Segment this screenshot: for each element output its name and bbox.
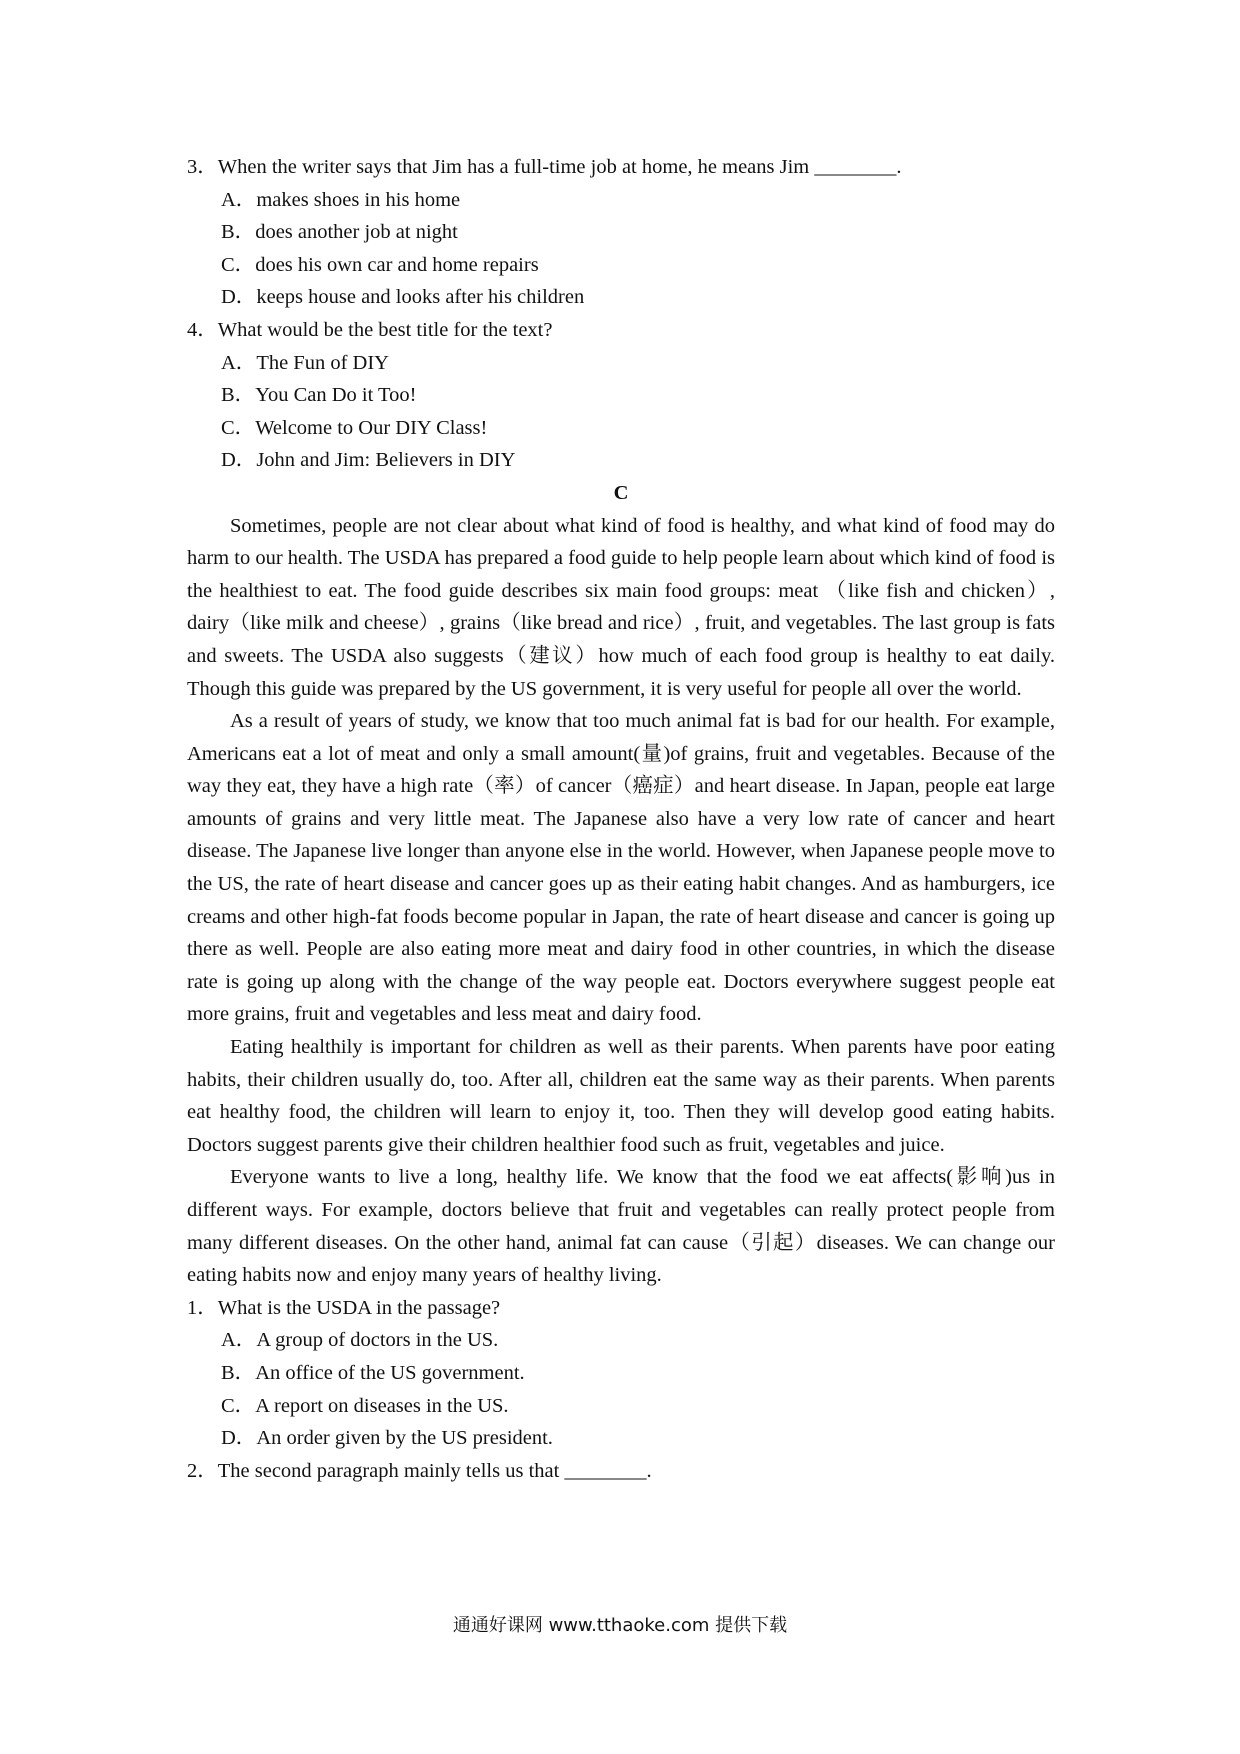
question-number: 2． <box>187 1459 218 1482</box>
question-c-1 <box>187 1292 1055 1455</box>
question-stem <box>187 1292 1055 1325</box>
option-b: B．does another job at night <box>221 221 458 244</box>
option-b: B．You Can Do it Too! <box>221 384 417 407</box>
page-content <box>187 151 1055 1487</box>
passage-paragraph-1: Sometimes, people are not clear about what kind of food is healthy, and what kind of food may do harm to our health. The USDA has prepared a food guide to help people learn about which kind of food is the healthiest to eat. The food guide describes six main food groups: meat （like fish and chicken）, dairy（like milk and cheese）, grains（like bread and rice）, fruit, and vegetables. The last group is fats and sweets. The USDA also suggests（建议）how much of each food group is healthy to eat daily. Though this guide was prepared by the US government, it is very useful for people all over the world. <box>187 514 1055 700</box>
option-a: A．makes shoes in his home <box>221 188 461 211</box>
question-number: 1． <box>187 1296 218 1319</box>
question-text: When the writer says that Jim has a full-time job at home, he means Jim ________. <box>217 156 902 178</box>
option-d: D．John and Jim: Believers in DIY <box>221 449 516 472</box>
passage-paragraph-2: As a result of years of study, we know that too much animal fat is bad for our health. For example, Americans eat a lot of meat and only a small amount(量)of grains, fruit and vegetables. Because of the way they eat, they have a high rate（率）of cancer（癌症）and heart disease. In Japan, people eat large amounts of grains and very little meat. The Japanese also have a very low rate of cancer and heart disease. The Japanese live longer than anyone else in the world. However, when Japanese people move to the US, the rate of heart disease and cancer goes up as their eating habit changes. And as hamburgers, ice creams and other high-fat foods become popular in Japan, the rate of heart disease and cancer is going up there as well. People are also eating more meat and dairy food in other countries, in which the disease rate is going up along with the change of the way people eat. Doctors everywhere suggest people eat more grains, fruit and vegetables and less meat and dairy food. <box>187 710 1055 1026</box>
passage-paragraph-3: Eating healthily is important for children as well as their parents. When parents have poor eating habits, their children usually do, too. After all, children eat the same way as their parents. When parents eat healthy food, the children will learn to enjoy it, too. Then they will develop good eating habits. Doctors suggest parents give their children healthier food such as fruit, vegetables and juice. <box>187 1036 1055 1156</box>
option-a: A．The Fun of DIY <box>221 351 389 374</box>
option-d: D．keeps house and looks after his children <box>221 286 585 309</box>
page-footer: 通通好课网 www.tthaoke.com 提供下载 <box>452 1615 788 1636</box>
question-number: 3． <box>187 156 218 178</box>
question-stem <box>187 151 1055 184</box>
question-3 <box>187 151 1055 314</box>
option-d: D．An order given by the US president. <box>221 1427 553 1450</box>
question-stem <box>187 314 1055 347</box>
passage-paragraph-4: Everyone wants to live a long, healthy life. We know that the food we eat affects(影响)us in different ways. For example, doctors believe that fruit and vegetables can really protect people from many different diseases. On the other hand, animal fat can cause（引起）diseases. We can change our eating habits now and enjoy many years of healthy living. <box>187 1166 1055 1287</box>
option-c: C．does his own car and home repairs <box>221 253 539 276</box>
question-text: What would be the best title for the text? <box>217 318 553 341</box>
question-4 <box>187 314 1055 477</box>
question-number: 4． <box>187 318 218 341</box>
question-text: What is the USDA in the passage? <box>217 1296 501 1319</box>
option-b: B．An office of the US government. <box>221 1361 525 1384</box>
question-c-2 <box>187 1455 1055 1488</box>
option-c: C．Welcome to Our DIY Class! <box>221 416 488 439</box>
option-a: A．A group of doctors in the US. <box>221 1329 499 1352</box>
section-heading: C <box>613 481 629 504</box>
option-c: C．A report on diseases in the US. <box>221 1394 509 1417</box>
question-text: The second paragraph mainly tells us that ________. <box>217 1459 652 1482</box>
question-stem <box>187 1455 1055 1488</box>
